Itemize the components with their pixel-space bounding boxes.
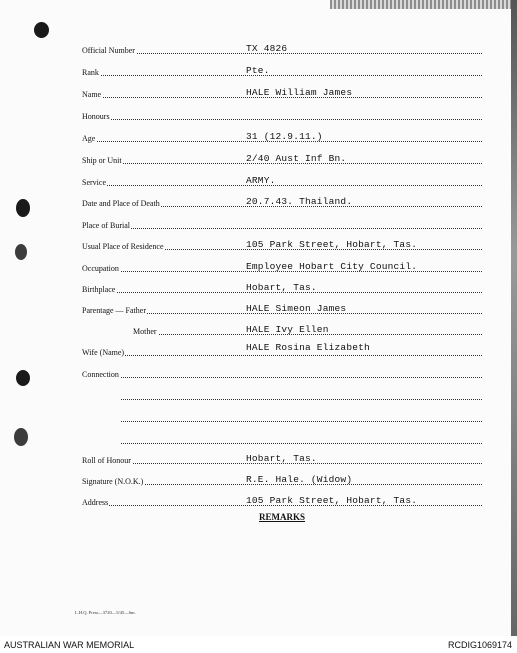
label-place-of-burial: Place of Burial [82,221,130,230]
label-age: Age [82,134,96,143]
value-usual-residence: 105 Park Street, Hobart, Tas. [246,239,418,250]
row-father [0,300,517,316]
label-name: Name [82,90,102,99]
value-signature-nok: R.E. Hale. (Widow) [246,474,353,485]
remarks-heading: REMARKS [259,512,306,522]
row-connection-cont-2 [0,408,517,424]
row-occupation [0,258,517,274]
row-usual-residence [0,236,517,252]
row-place-of-burial [0,215,517,231]
dotted-line [82,119,482,120]
row-official-number [0,40,517,56]
value-wife: HALE Rosina Elizabeth [246,342,370,353]
label-signature-nok: Signature (N.O.K.) [82,477,144,486]
dotted-line [82,75,482,76]
dotted-line [82,355,482,356]
dotted-line [121,443,482,444]
footer-source: AUSTRALIAN WAR MEMORIAL [4,640,135,650]
row-date-place-death [0,193,517,209]
row-age [0,128,517,144]
row-connection-cont-1 [0,386,517,402]
value-mother: HALE Ivy Ellen [246,324,329,335]
value-date-place-death: 20.7.43. Thailand. [246,196,353,207]
label-address: Address [82,498,109,507]
label-honours: Honours [82,112,110,121]
value-ship-or-unit: 2/40 Aust Inf Bn. [246,153,347,164]
label-roll-of-honour: Roll of Honour [82,456,131,465]
dotted-line [82,228,482,229]
footer-record-id: RCDIG1069174 [447,640,512,650]
value-service: ARMY. [246,175,276,186]
value-age: 31 (12.9.11.) [246,131,323,142]
label-service: Service [82,178,106,187]
printer-imprint: L.H.Q. Press—3720—5/45—6m. [75,610,136,615]
dotted-line [121,421,482,422]
value-address: 105 Park Street, Hobart, Tas. [246,495,418,506]
value-official-number: TX 4826 [246,43,288,54]
value-name: HALE William James [246,87,353,98]
row-name [0,84,517,100]
dotted-line [121,399,482,400]
row-mother [0,321,517,337]
label-wife: Wife (Name) [82,348,125,357]
value-father: HALE Simeon James [246,303,347,314]
dotted-line [82,377,482,378]
label-ship-or-unit: Ship or Unit [82,156,122,165]
label-birthplace: Birthplace [82,285,116,294]
label-occupation: Occupation [82,264,119,273]
row-signature-nok [0,471,517,487]
row-wife [0,342,517,358]
row-rank [0,62,517,78]
dotted-line [82,185,482,186]
value-birthplace: Hobart, Tas. [246,282,317,293]
row-birthplace [0,279,517,295]
value-rank: Pte. [246,65,270,76]
label-official-number: Official Number [82,46,135,55]
label-father: Parentage — Father [82,306,146,315]
label-mother: Mother [133,327,157,336]
value-occupation: Employee Hobart City Council. [246,261,418,272]
row-service [0,172,517,188]
label-rank: Rank [82,68,99,77]
label-date-place-death: Date and Place of Death [82,199,160,208]
row-connection [0,364,517,380]
row-honours [0,106,517,122]
label-connection: Connection [82,370,119,379]
row-ship-or-unit [0,150,517,166]
row-roll-of-honour [0,450,517,466]
value-roll-of-honour: Hobart, Tas. [246,453,317,464]
row-address [0,492,517,508]
label-usual-residence: Usual Place of Residence [82,242,164,251]
row-connection-cont-3 [0,430,517,446]
